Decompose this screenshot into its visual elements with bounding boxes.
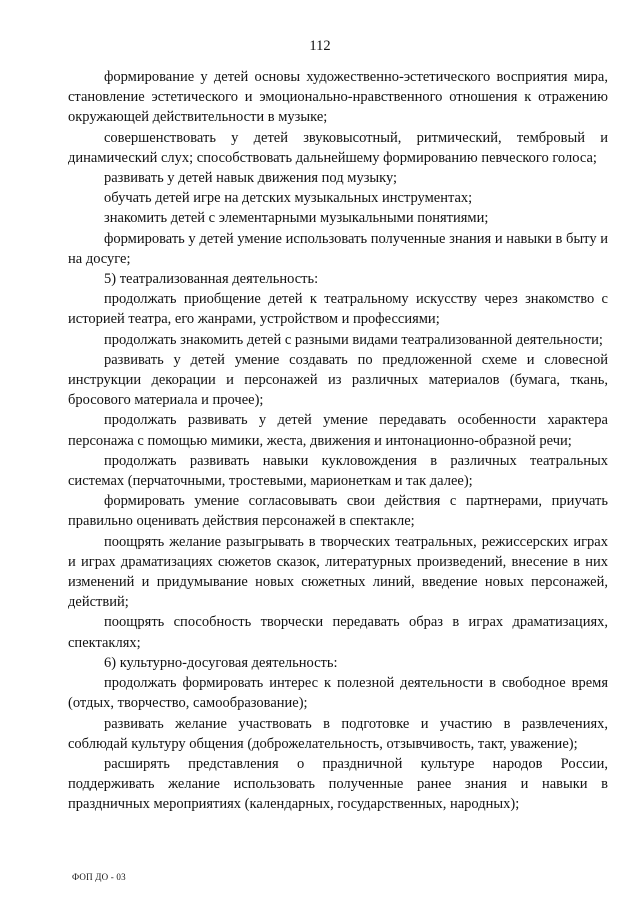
page-number: 112 [309,38,331,54]
paragraph-4: обучать детей игре на детских музыкальных инструментах; [104,190,473,207]
paragraph-12: продолжать развивать навыки кукловождения в различных театральных системах (перчаточными, тростевыми, марионеткам и так далее); [68,452,608,490]
paragraph-19: расширять представления о праздничной культуре народов России, поддерживать желание использовать полученные ранее знания и навыки в праздничных мероприятиях (календарных, государственных, народных); [68,755,608,813]
paragraph-11: продолжать развивать у детей умение передавать особенности характера персонажа с помощью мимики, жеста, движения и интонационно-образной речи; [68,412,608,449]
paragraph-8: продолжать приобщение детей к театральному искусству через знакомство с историей театра, его жанрами, устройством и профессиями; [68,291,608,328]
paragraph-17: продолжать формировать интерес к полезной деятельности в свободное время (отдых, творчество, самообразование); [68,675,608,712]
section-heading-leisure: 6) культурно-досуговая деятельность: [104,654,338,671]
paragraph-9: продолжать знакомить детей с разными видами театрализованной деятельности; [104,331,603,348]
paragraph-15: поощрять способность творчески передавать образ в играх драматизациях, спектаклях; [68,614,608,651]
footer-code: ФОП ДО - 03 [72,872,126,882]
paragraph-5: знакомить детей с элементарными музыкальными понятиями; [104,210,489,227]
paragraph-6: формировать у детей умение использовать полученные знания и навыки в быту и на досуге; [68,230,608,267]
paragraph-10: развивать у детей умение создавать по предложенной схеме и словесной инструкции декорации и персонажей из различных материалов (бумага, ткань, бросового материала и прочее); [68,351,608,409]
paragraph-13: формировать умение согласовывать свои действия с партнерами, приучать правильно оценивать действия персонажей в спектакле; [68,493,608,530]
section-heading-theatre: 5) театрализованная деятельность: [104,271,319,288]
paragraph-1: формирование у детей основы художественно-эстетического восприятия мира, становление эстетического и эмоционально-нравственного отношения к отражению окружающей действительности в музыке; [68,69,608,126]
paragraph-3: развивать у детей навык движения под музыку; [104,170,398,187]
paragraph-18: развивать желание участвовать в подготовке и участию в развлечениях, соблюдай культуру общения (доброжелательность, отзывчивость, такт, уважение); [68,715,608,752]
paragraph-14: поощрять желание разыгрывать в творческих театральных, режиссерских играх и играх драматизациях сюжетов сказок, литературных произведений, внесение в них изменений и придумывание новых сюжетных линий, введение новых персонажей, действий; [68,533,608,611]
paragraph-2: совершенствовать у детей звуковысотный, ритмический, тембровый и динамический слух; способствовать дальнейшему формированию певческого голоса; [68,129,608,166]
page-body [68,67,608,815]
